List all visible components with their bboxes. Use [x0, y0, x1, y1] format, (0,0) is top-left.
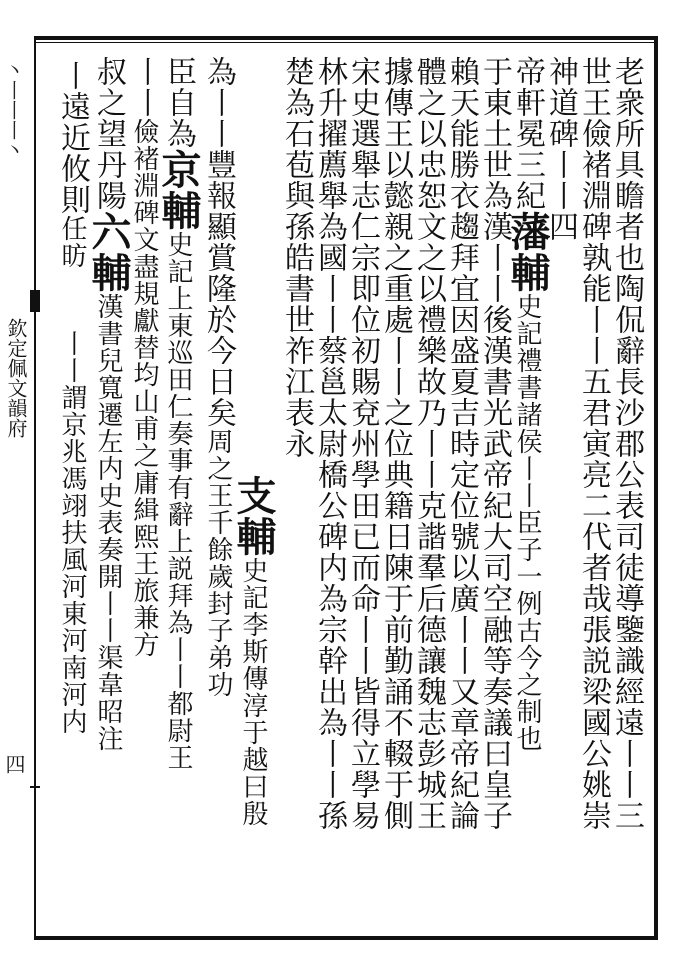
text-column-2: 世王儉褚淵碑孰能丨丨五君寅亮二代者哉張説梁國公姚崇 [576, 56, 611, 831]
text-column-4: 帝軒冕三紀藩輔史記禮書諸侯丨丨臣子一例古今之制也 [504, 56, 551, 752]
text-column-8: 據傳王以懿親之重處丨丨之位典籍日陳于前勤誦不輟于側 [378, 56, 413, 831]
text-column-12: 支輔史記李斯傳淳于越曰殷 [230, 475, 277, 827]
text-column-18: 丨遠近攸則任昉 [55, 60, 90, 269]
entry-heading-liufu: 六輔 [85, 211, 132, 293]
text-column-14: 臣自為京輔史記上東巡田仁奏事有辭上説拜為丨丨都尉王 [155, 56, 202, 771]
book-title: 欽定佩文韻府 [4, 318, 28, 438]
fishtail-mark [30, 290, 40, 312]
text-column-15: 丨丨儉褚淵碑文盡規獻替均山甫之庸緝熙王旅兼方 [127, 56, 162, 658]
edge-marks: 丶丨丨丨丶 [1, 60, 25, 160]
entry-heading-jingfu: 京輔 [155, 149, 202, 231]
text-column-1: 老衆所具瞻者也陶侃辭長沙郡公表司徒導鑒識經遠丨丨三 [609, 56, 644, 831]
text-column-11: 楚為石苞與孫皓書世祚江表永 [279, 56, 314, 459]
left-border [34, 36, 36, 940]
text-column-16: 叔之望丹陽六輔漢書兒寬遷左内史表奏開丨丨渠韋昭注 [85, 56, 132, 752]
bottom-border [34, 936, 658, 940]
entry-heading-zhifu: 支輔 [230, 475, 277, 557]
entry-heading-fanfu: 藩輔 [504, 211, 551, 293]
text-column-7: 體之以忠恕文之以禮樂故乃丨丨克諧羣后德讓魏志彭城王 [411, 56, 446, 831]
text-column-13: 為丨丨豐報顯賞隆於今日矣周之王千餘歲封子弟功 [201, 56, 236, 698]
top-border [34, 36, 658, 40]
text-column-17: 丨丨謂京兆馮翊扶風河東河南河内 [57, 330, 87, 735]
text-column-6: 賴天能勝衣趨拜宜因盛夏吉時定位號以廣丨丨又章帝紀論 [444, 56, 479, 831]
right-border [654, 36, 658, 940]
page-number: 四 [2, 754, 26, 774]
folio-line [30, 786, 40, 788]
text-column-5: 于東土世為漢丨丨後漢書光武帝紀大司空融等奏議曰皇子 [477, 56, 512, 831]
text-column-10: 林升擢薦舉為國丨丨蔡邕太尉橋公碑内為宗幹出為丨丨孫 [312, 56, 347, 831]
top-border-inner [34, 42, 658, 43]
text-column-9: 宋史選舉志仁宗即位初賜兗州學田已而命丨丨皆得立學易 [345, 56, 380, 831]
text-column-3: 神道碑丨丨四 [543, 56, 578, 242]
